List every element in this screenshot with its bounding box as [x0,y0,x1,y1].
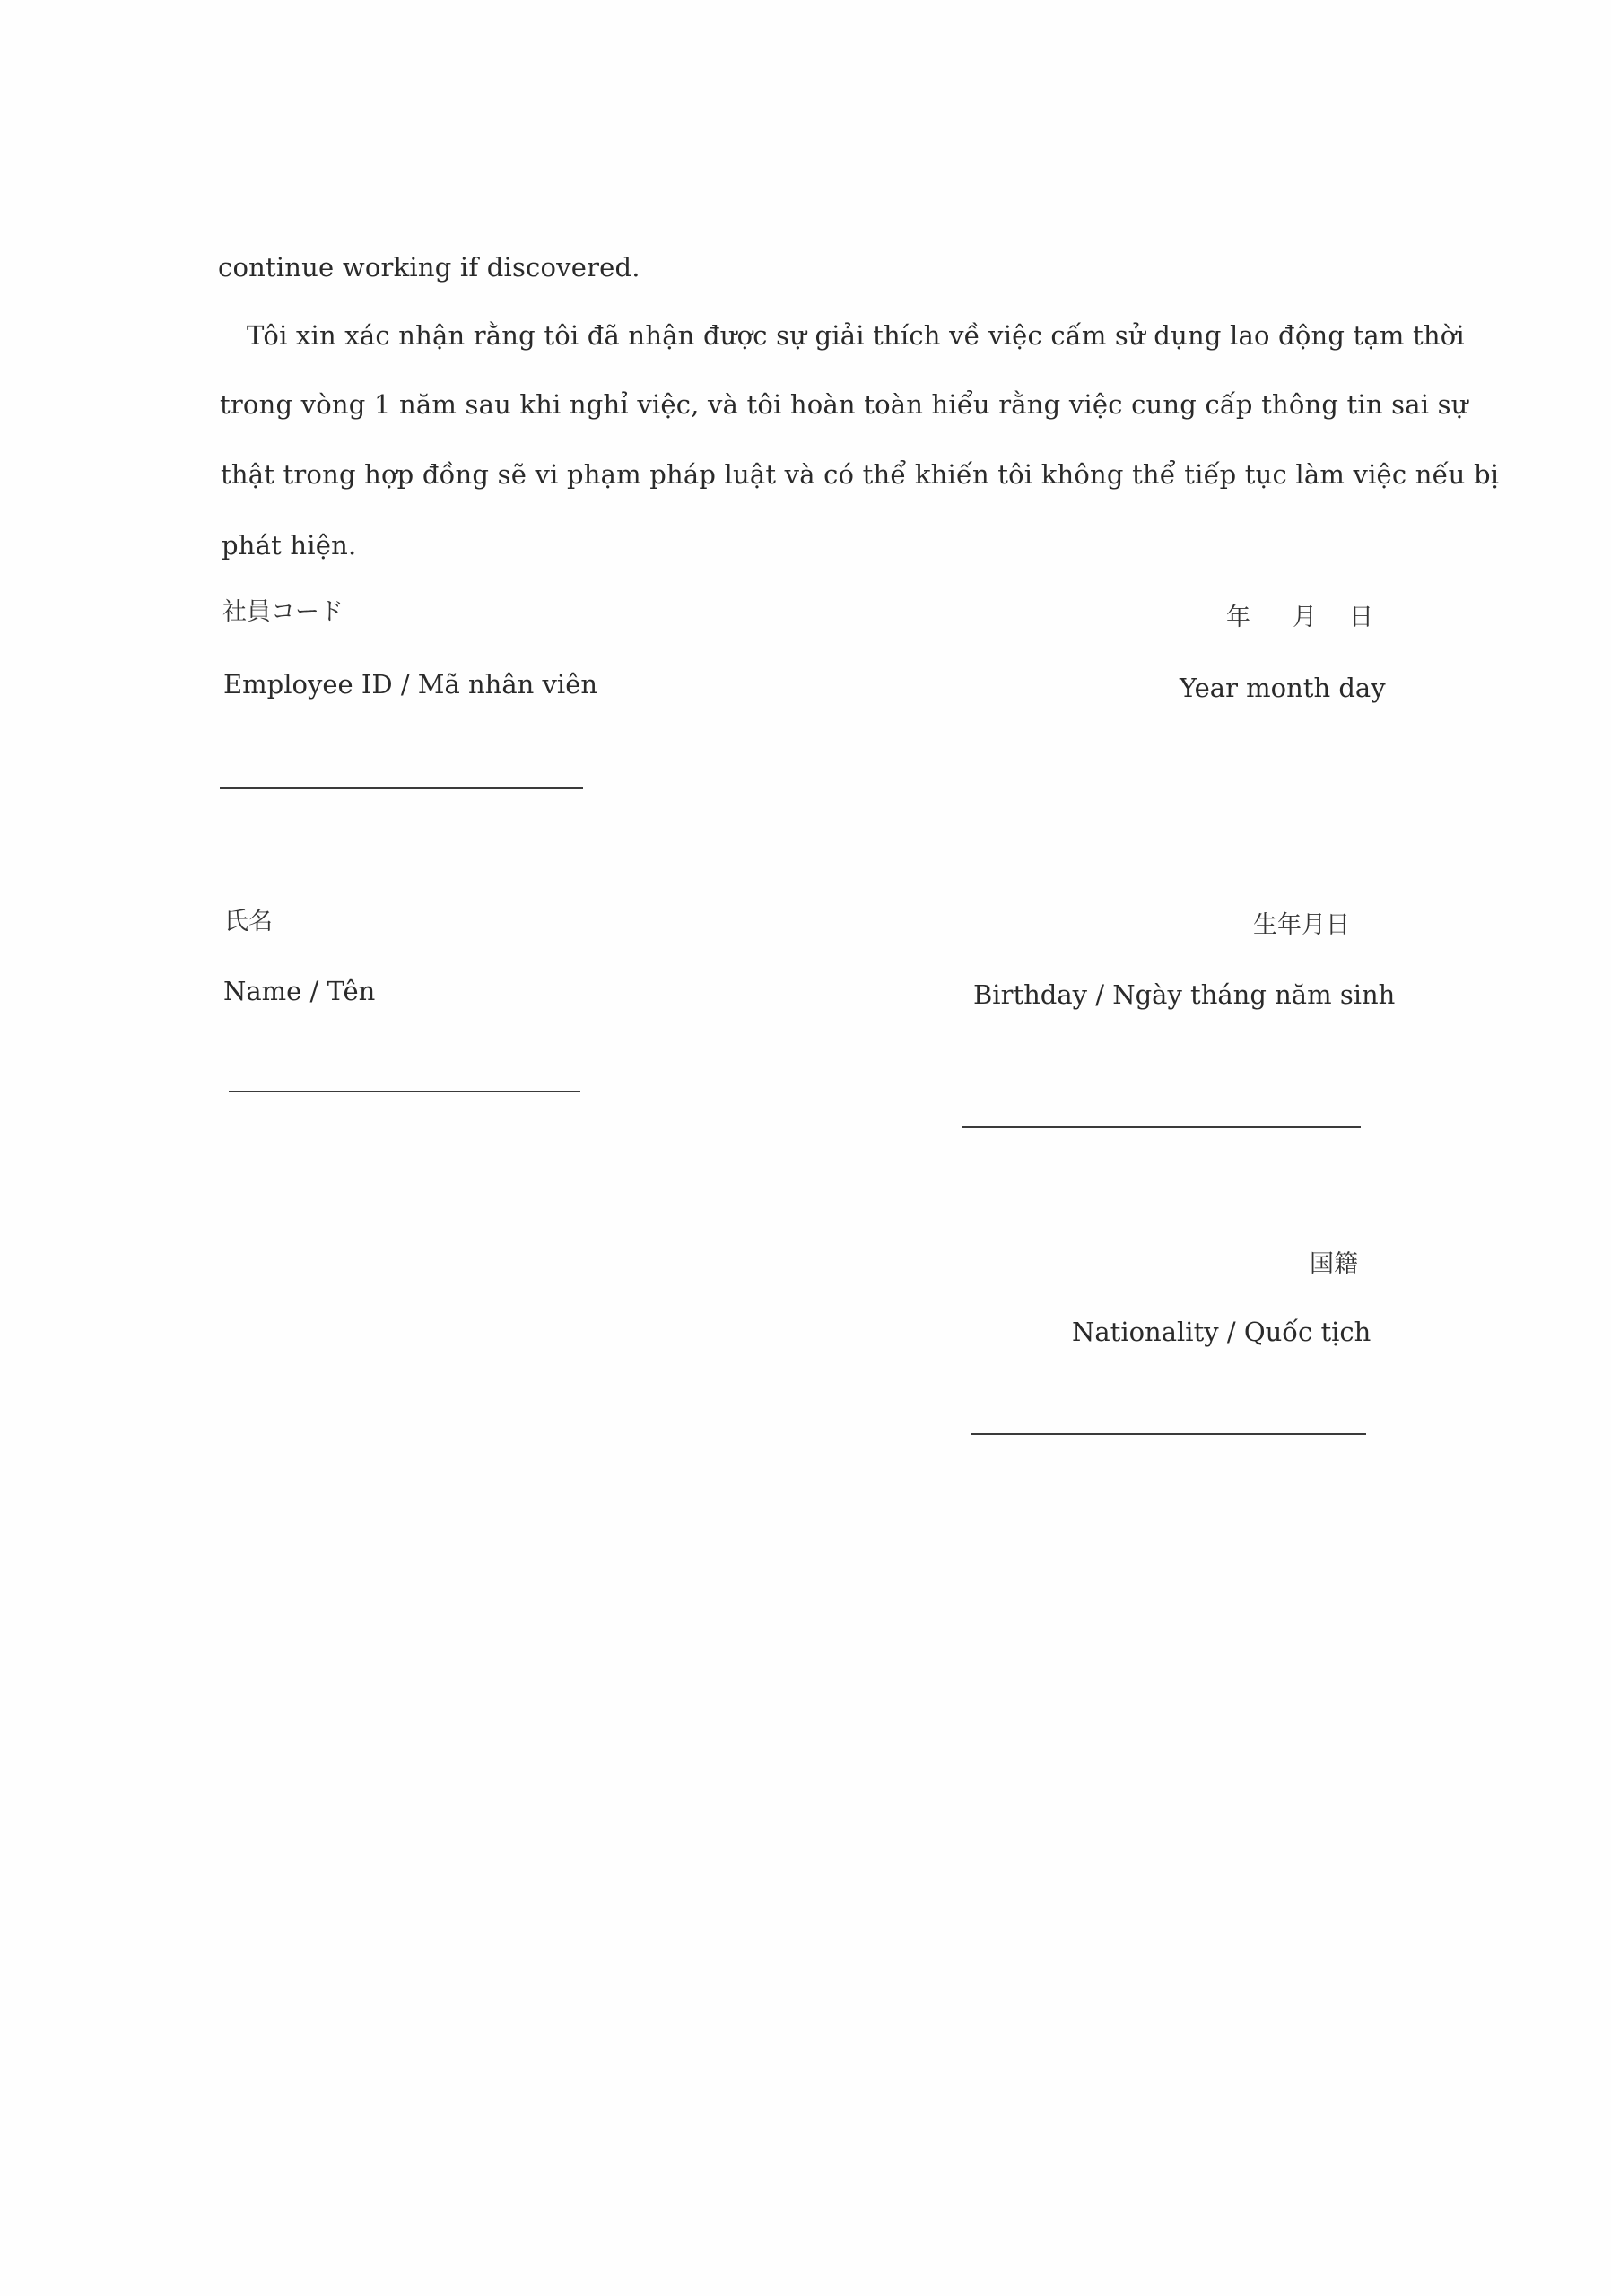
paragraph-line-4: thật trong hợp đồng sẽ vi phạm pháp luật và có thể khiến tôi không thể tiếp tục làm việc nếu bị [221,459,1500,490]
employee-id-jp-label: 社員コード [222,598,344,626]
paragraph-line-1: continue working if discovered. [218,252,640,283]
day-jp-label: 日 [1349,604,1373,631]
paragraph-line-5: phát hiện. [222,530,357,561]
employee-id-label: Employee ID / Mã nhân viên [223,669,598,700]
date-label: Year month day [1180,673,1386,703]
name-label: Name / Tên [223,976,376,1006]
birthday-label: Birthday / Ngày tháng năm sinh [973,979,1396,1010]
name-field-line[interactable] [229,1091,580,1092]
birthday-jp-label: 生年月日 [1253,911,1350,939]
paragraph-line-3: trong vòng 1 năm sau khi nghỉ việc, và tôi hoàn toàn hiểu rằng việc cung cấp thông tin sai sự [220,389,1468,420]
name-jp-label: 氏名 [224,908,273,935]
paragraph-line-2: Tôi xin xác nhận rằng tôi đã nhận được sự giải thích về việc cấm sử dụng lao động tạm thời [247,320,1465,351]
month-jp-label: 月 [1293,604,1317,631]
nationality-jp-label: 国籍 [1310,1250,1358,1278]
nationality-label: Nationality / Quốc tịch [1072,1317,1372,1347]
birthday-field-line[interactable] [962,1126,1361,1128]
nationality-field-line[interactable] [971,1433,1366,1435]
year-jp-label: 年 [1226,604,1250,631]
employee-id-field-line[interactable] [220,787,583,789]
